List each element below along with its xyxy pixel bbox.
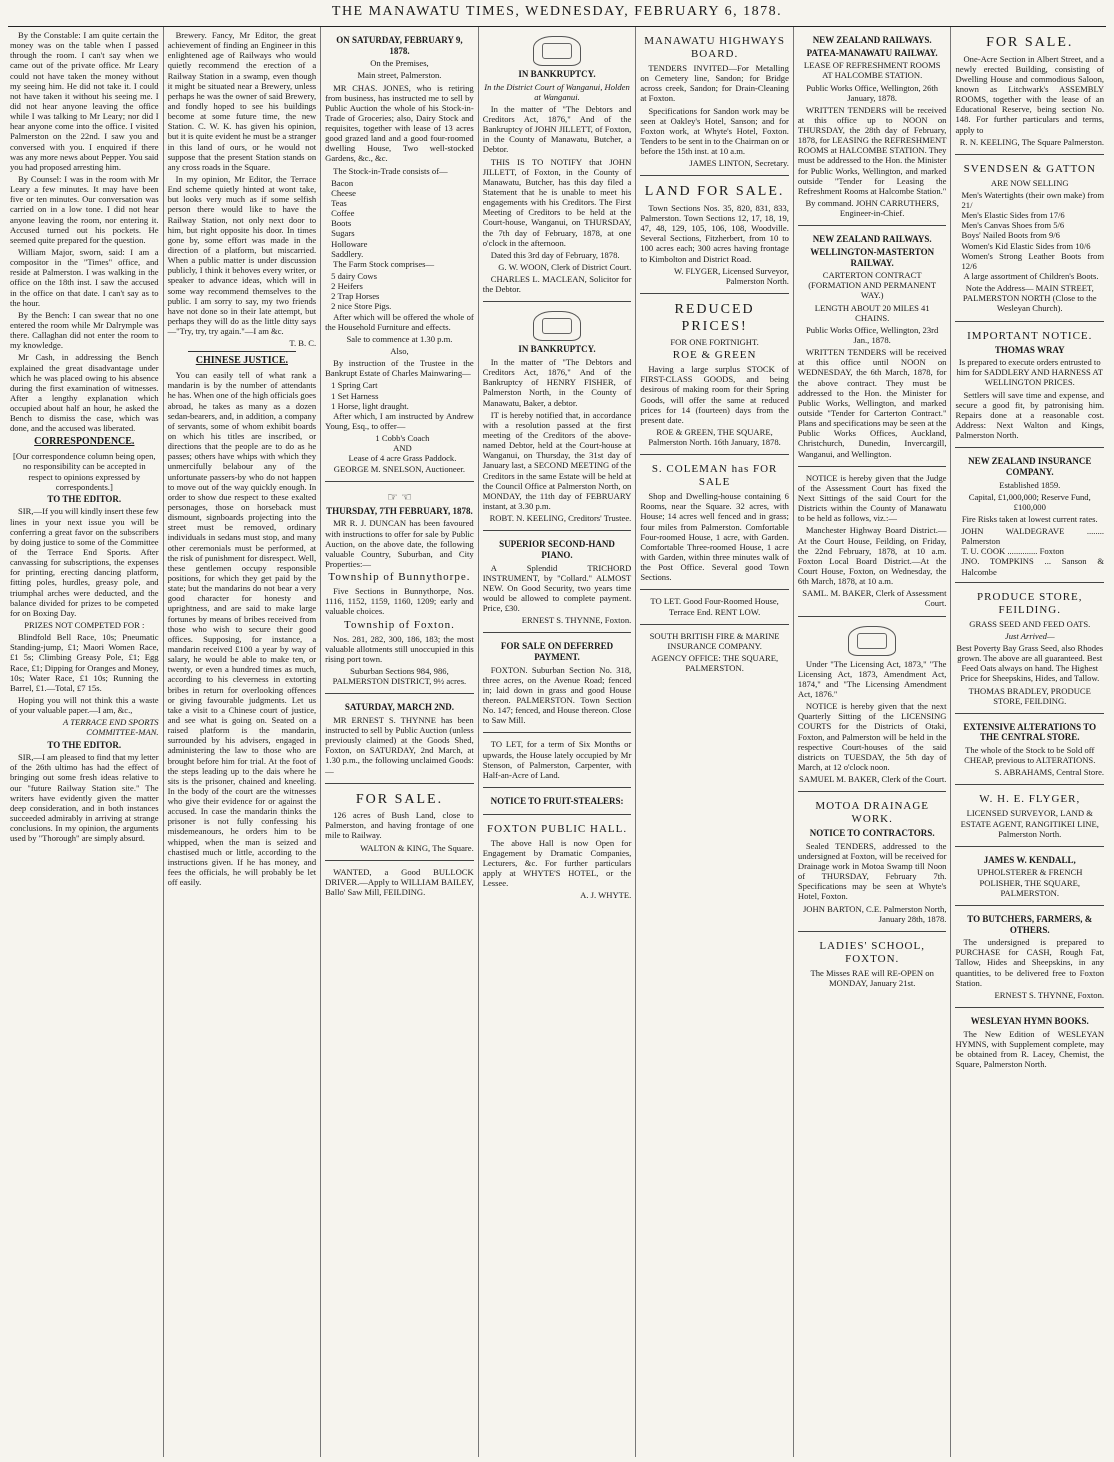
ad-body: UPHOLSTERER & FRENCH POLISHER, THE SQUARE, PALMERSTON.: [976, 867, 1083, 898]
ad-heading: LAND FOR SALE.: [644, 184, 785, 200]
ad-heading: PRODUCE STORE, FEILDING.: [977, 590, 1083, 616]
column-6: [794, 27, 952, 1457]
ad-heading: LADIES' SCHOOL, FOXTON.: [819, 939, 925, 965]
letter-signature: T. B. C.: [289, 338, 317, 349]
ad-subheading: Township of Bunnythorpe.: [328, 571, 471, 584]
ad-signature: JOHN BARTON, C.E. Palmerston North, January 28th, 1878.: [802, 903, 947, 924]
ad-heading: FOR SALE ON DEFERRED PAYMENT.: [500, 641, 614, 662]
ad-line: ARE NOW SELLING: [990, 177, 1069, 188]
public-hall-ad: [483, 818, 632, 908]
article-text: Mr Cash, in addressing the Bench explained the great disadvantage under which he was placed owing to his absence during the first examination of witnesses. After a lengthy explanation which occupied about half an hour, he asked the Bench to dismiss the case, which was done, and the accused was liberated.: [10, 352, 159, 434]
ad-heading: S. COLEMAN has FOR SALE: [651, 463, 778, 489]
ad-line: Also,: [390, 346, 409, 357]
royal-crest-icon: [848, 626, 896, 656]
prizes-heading: PRIZES NOT COMPETED FOR :: [24, 620, 145, 630]
nz-insurance-ad: [955, 451, 1104, 582]
list-item: Men's Watertights (their own make) from 21/: [961, 189, 1105, 211]
letter-signature: A TERRACE END SPORTS COMMITTEE-MAN.: [63, 717, 159, 738]
ad-signature: R. N. KEELING, The Square Palmerston.: [959, 136, 1105, 147]
ad-body: TENDERS INVITED—For Metalling on Cemetery line, Sandon; for Bridge across creek, Sandon; for Drain-Cleaning at Foxton.: [640, 62, 789, 104]
bankruptcy-notice-fisher: [483, 305, 632, 531]
list-item: 1 Set Harness: [331, 390, 379, 401]
ad-heading: NEW ZEALAND RAILWAYS.: [812, 234, 932, 245]
railways-carterton-ad: [798, 229, 947, 466]
ad-body: TO LET. Good Four-Roomed House, Terrace End. RENT LOW.: [650, 596, 779, 617]
roe-green-ad: [640, 297, 789, 455]
list-item: 5 dairy Cows: [331, 271, 377, 282]
ad-line: Under "The Licensing Act, 1873," "The Licensing Act, 1873, Amendment Act, 1874," and "The Licensing Amendment Act, 1876.": [797, 658, 947, 699]
list-item: Boots: [331, 218, 352, 229]
to-let-terrace-ad: [640, 593, 789, 624]
ad-heading: SUPERIOR SECOND-HAND PIANO.: [499, 539, 615, 560]
ad-subheading: ROE & GREEN: [672, 349, 757, 362]
ad-heading: W. H. E. FLYGER,: [979, 793, 1081, 806]
ad-heading: NOTICE TO FRUIT-STEALERS:: [490, 795, 624, 806]
ad-body: FOXTON. Suburban Section No. 318, three acres, on the Avenue Road; fenced in; laid down in grass and good House thereon. PALMERSTON. Town Section No. 147; fenced, and House thereon. Close to Saw Mill.: [482, 664, 632, 726]
ad-subheading: THOMAS WRAY: [994, 344, 1065, 355]
ad-body: In the matter of "The Debtors and Creditors Act, 1876," And of the Bankruptcy of JOHN JILLETT, of Foxton, in the County of Manawatu, Butcher, a Debtor.: [482, 103, 632, 155]
letter-text: SIR,—If you will kindly insert these few lines in your next issue you will be conferring a great favor on the subscribers by doing justice to some of the Committee of the Terrace End Sports. After canvassing for subscriptions, the expenses for printing, erecting dancing platform, fitting poles, hurdles, greasy pole, and triumphal arches were deducted, and the balance divided for prizes to be competed for on Boxing Day.: [10, 506, 159, 618]
coleman-ad: [640, 458, 789, 590]
highways-board-ad: [640, 30, 789, 176]
wanted-ad: [325, 864, 474, 904]
ad-body: One-Acre Section in Albert Street, and a newly erected Building, consisting of Dwelling House and commodious Saloon, known as Litchwark's ASSEMBLY ROOMS, together with the lease of an Educational Reserve, being section No. 148. For further particulars and terms, apply to: [955, 53, 1105, 135]
ad-heading: EXTENSIVE ALTERATIONS TO THE CENTRAL STORE.: [963, 721, 1097, 743]
land-for-sale-ad: [640, 179, 789, 294]
ad-body: 126 acres of Bush Land, close to Palmerston, and having frontage of one mile to Railway.: [325, 810, 474, 841]
ad-heading: IMPORTANT NOTICE.: [967, 329, 1093, 342]
ad-heading: NEW ZEALAND INSURANCE COMPANY.: [968, 456, 1092, 477]
ad-signature: SAML. M. BAKER, Clerk of Assessment Court.: [802, 588, 947, 609]
ad-heading: ON SATURDAY, FEBRUARY 9, 1878.: [336, 35, 463, 56]
fruit-stealers-notice: [483, 791, 632, 815]
ad-line: On the Premises,: [370, 58, 429, 69]
ad-signature: G. W. WOON, Clerk of District Court.: [498, 262, 632, 272]
insurance-agency-ad: [640, 628, 789, 681]
ad-heading: MOTOA DRAINAGE WORK.: [815, 800, 930, 826]
column-1: [6, 27, 164, 1457]
ad-heading: IN BANKRUPTCY.: [518, 344, 596, 355]
masthead: THE MANAWATU TIMES, WEDNESDAY, FEBRUARY 6, 1878.: [8, 0, 1106, 27]
list-item: Boys' Nailed Boots from 9/6: [961, 230, 1060, 241]
ad-line: Public Works Office, Wellington, 26th January, 1878.: [806, 82, 939, 103]
ad-signature: SAMUEL M. BAKER, Clerk of the Court.: [799, 774, 947, 785]
ad-signature: W. FLYGER, Licensed Surveyor, Palmerston North.: [673, 265, 789, 286]
ad-body: Shop and Dwelling-house containing 6 Rooms, near the Square. 32 acres, with House; 14 acres well fenced and in grass; four miles from Palmerston. Comfortable Four-roomed House, 1 acre, with Garden. Comfortable Three-roomed House, 1 acre with Garden, within three minutes walk of the Post Office. Several good Town Sections.: [640, 491, 789, 583]
deferred-payment-ad: [483, 636, 632, 733]
to-let-ad: [483, 736, 632, 788]
list-item: 1 Horse, light draught.: [331, 400, 409, 411]
list-item: Teas: [331, 198, 347, 209]
list-item: Men's Elastic Sides from 17/6: [961, 210, 1065, 221]
correspondence-heading: CORRESPONDENCE.: [34, 436, 135, 448]
ad-heading: FOXTON PUBLIC HALL.: [486, 822, 628, 835]
editorial-note: [Our correspondence column being open, no responsibility can be accepted in respect to opinions expressed by correspondents.]: [13, 451, 156, 492]
ad-body: Best Poverty Bay Grass Seed, also Rhodes grown. The above are all guaranteed. Best Feed Oats always on hand. The Highest Price for Sheepskins, Hides, and Tallow.: [956, 642, 1104, 684]
list-item: 1 Spring Cart: [331, 380, 378, 391]
for-sale-ad: [325, 787, 474, 861]
ad-line: LENGTH ABOUT 20 MILES 41 CHAINS.: [814, 302, 930, 323]
piano-ad: [483, 534, 632, 633]
ad-line: Dated this 3rd day of February, 1878.: [490, 249, 620, 260]
ad-body: Specifications for Sandon work may be seen at Oakley's Hotel, Sanson; and for Foxton work, at Whyte's Hotel, Foxton. Tenders to be sent in to the Chairman on or before the 15th inst. at 10 a.m.: [640, 105, 789, 157]
ad-body: The Misses RAE will RE-OPEN on MONDAY, January 21st.: [810, 967, 934, 988]
list-item: Women's Strong Leather Boots from 12/6: [961, 250, 1105, 271]
ad-line: A large assortment of Children's Boots.: [963, 271, 1099, 282]
ad-body: Suburban Sections 984, 986, PALMERSTON DISTRICT, 9½ acres.: [332, 665, 467, 687]
kendall-ad: [955, 850, 1104, 906]
ad-body: AGENCY OFFICE: THE SQUARE, PALMERSTON.: [651, 653, 779, 674]
wesleyan-hymn-ad: [955, 1011, 1104, 1076]
list-item: Lease of 4 acre Grass Paddock.: [348, 453, 457, 464]
ad-body: The New Edition of WESLEYAN HYMNS, with Supplement complete, may be obtained from R. Lacey, Chemist, the Square, Palmerston North.: [955, 1028, 1105, 1069]
ad-heading: NEW ZEALAND RAILWAYS.: [812, 35, 932, 45]
after-list: [325, 433, 474, 463]
ad-line: Public Works Office, Wellington, 23rd Jan., 1878.: [806, 324, 939, 345]
ad-heading: SATURDAY, MARCH 2ND.: [344, 702, 455, 713]
column-2: [164, 27, 322, 1457]
ad-body: The undersigned is prepared to PURCHASE for CASH, Rough Fat, Tallow, Hides and Sheepskins, in any quantities, to be delivered free to Foxton Station.: [955, 937, 1105, 988]
ad-line: The Farm Stock comprises—: [333, 258, 435, 269]
ad-line: In the District Court of Wanganui, Holden at Wanganui.: [484, 81, 630, 102]
ad-body: Manchester Highway Board District.—At the Court House, Feilding, on Friday, the 22nd February, 1878, at 10 a.m. Foxton Local Board District.—At the Court House, Foxton, on Wednesday, the 6th March, 1878, at 10 a.m.: [797, 525, 947, 587]
ad-body: Five Sections in Bunnythorpe, Nos. 1116, 1152, 1159, 1160, 1209; early and valuable choices.: [325, 586, 474, 617]
list-item: Holloware: [331, 238, 368, 249]
boots-price-list: [955, 190, 1104, 271]
ad-body: WANTED, a Good BULLOCK DRIVER.—Apply to WILLIAM BAILEY, Ballo' Saw Mill, FEILDING.: [325, 866, 474, 898]
ad-body: Is prepared to execute orders entrusted to him for SADDLERY AND HARNESS AT WELLINGTON PRICES.: [956, 357, 1104, 388]
auction-ad-jones: [325, 30, 474, 482]
ad-body: THIS IS TO NOTIFY that JOHN JILLETT, of Foxton, in the County of Manawatu, Butcher, has this day filed a Statement that he is unable to meet his engagements with his Creditors. The First Meeting of Creditors to be held at the Court-house, Wanganui, on THURSDAY, the 7th day of February, 1878, at one o'clock in the afternoon.: [482, 156, 632, 248]
ad-line: Just Arrived—: [1004, 630, 1055, 641]
list-item: 2 Heifers: [331, 281, 363, 292]
butchers-ad: [955, 909, 1104, 1008]
ad-heading: REDUCED PRICES!: [674, 301, 755, 334]
ad-heading: TO BUTCHERS, FARMERS, & OTHERS.: [967, 913, 1093, 935]
ad-line: After which, I am instructed by Andrew Young, Esq., to offer—: [325, 410, 474, 431]
thomas-wray-ad: [955, 325, 1104, 449]
ad-body: MR CHAS. JONES, who is retiring from business, has instructed me to sell by Public Auction the whole of his Stock-in-Trade of Groceries; also, Dairy Stock and requisites, together with lease of 13 acres good grazed land and a good four-roomed dwelling House, Two well-stocked Gardens, &c., &c.: [325, 82, 474, 164]
flyger-ad: [955, 788, 1104, 846]
list-item: 1 Cobb's Coach: [375, 433, 430, 444]
letter-text: SIR,—I am pleased to find that my letter of the 26th ultimo has had the effect of bringing out some fresh ideas relative to our "future Railway Station site." The writers have evidently given the matter deep consideration, and in both instances succeeded admirably in arriving at strange conclusions. In my opinion, the arguments used by "Thorough" are simply absurd.: [10, 752, 159, 844]
to-editor-heading: TO THE EDITOR.: [47, 739, 122, 750]
ad-subheading: WELLINGTON-MASTERTON RAILWAY.: [810, 246, 935, 268]
drainage-tender-ad: [798, 795, 947, 932]
agents-list: [955, 526, 1104, 577]
ad-body: Nos. 281, 282, 300, 186, 183; the most valuable allotments still unoccupied in this rising port town.: [325, 633, 474, 664]
ad-line: After which will be offered the whole of the Household Furniture and effects.: [325, 311, 474, 332]
ad-body: Town Sections Nos. 35, 820, 831, 833, Palmerston. Town Sections 12, 17, 18, 19, 47, 48, 129, 105, 106, 108, Woodville. Several Sections, Fitzherbert, from 10 to 100 acres each; 300 acres having frontage to Kimbolton and District Road.: [640, 202, 789, 264]
auction-ad-thynne: [325, 697, 474, 783]
ad-signature: JAMES LINTON, Secretary.: [689, 158, 789, 169]
ad-body: NOTICE is hereby given that the next Quarterly Sitting of the LICENSING COURTS for the Districts of Otaki, Foxton, and Palmerston will be held in the respective Court-houses of the said districts on TUESDAY, the 5th day of March, at 12 o'clock noon.: [797, 701, 947, 772]
list-item: JNO. TOMPKINS ... Sanson & Halcombe: [961, 556, 1105, 577]
royal-crest-icon: [533, 311, 581, 341]
list-item: Bacon: [331, 177, 354, 188]
ad-signature: CHARLES L. MACLEAN, Solicitor for the Debtor.: [482, 274, 632, 295]
ad-signature: ERNEST S. THYNNE, Foxton.: [521, 615, 632, 626]
ad-signature: ROE & GREEN, THE SQUARE, Palmerston North. 16th January, 1878.: [648, 426, 781, 448]
article-text: William Major, sworn, said: I am a compositor in the "Times" office, and reside at Palmerston. I was walking in the office on the 18th inst. I saw the accused in the office on that date. I can't say as to the hour.: [10, 246, 159, 308]
ad-heading: FOR SALE.: [355, 791, 444, 807]
prizes-text: Blindfold Bell Race, 10s; Pneumatic Standing-jump, £1; Maori Women Race, £1 5s; Climbing Greasy Pole, £1; Egg Race, £1; Dipping for Oranges and Money, 10s; Water Race, £1 10s; Running the Barrel, £1.—Total, £7 15s.: [10, 632, 159, 693]
column-5: [636, 27, 794, 1457]
ad-body: The whole of the Stock to be Sold off CHEAP, previous to ALTERATIONS.: [964, 745, 1096, 766]
ad-line: Established 1859.: [999, 479, 1061, 490]
ad-body: WRITTEN TENDERS will be received at this office until NOON on WEDNESDAY, the 6th March, 1878, for the above contract. They must be addressed to the Hon. the Minister for Public Works, Wellington, and marked outside "Tender for Carterton Contract." Plans and specifications may be seen at the Public Works Offices, Auckland, Christchurch, Dunedin, Invercargill, Wanganui, and Wellington.: [797, 347, 947, 459]
newspaper-columns: [6, 27, 1108, 1457]
ad-heading: SVENDSEN & GATTON: [963, 162, 1096, 175]
ad-line: Fire Risks taken at lowest current rates.: [961, 513, 1098, 524]
article-text: By the Constable: I am quite certain the money was on the table when I passed through the room. I can't say when we came out of the private office. Mr Leary could not have taken the money without my seeing him. He did not take it. I could not have taken it without his seeing me. I did not hear anyone leaving the office while I was talking to Mr Leary; nor did I hear anyone come into the office. I visited Palmerston on the 22nd. I saw you and conversed with you. I enquired if there was any more news about Pepper. You said you had proposed arresting him.: [10, 30, 159, 172]
list-item: JOHN WALDEGRAVE ........ Palmerston: [961, 526, 1105, 547]
railways-halcombe-ad: [798, 30, 947, 226]
list-item: Men's Canvas Shoes from 5/6: [961, 220, 1065, 231]
list-item: 2 nice Store Pigs.: [331, 301, 392, 312]
ad-heading: IN BANKRUPTCY.: [518, 69, 596, 79]
ad-heading: MANAWATU HIGHWAYS BOARD.: [644, 35, 785, 60]
to-editor-heading: TO THE EDITOR.: [47, 493, 122, 504]
ladies-school-ad: [798, 935, 947, 995]
ad-heading: FOR SALE.: [986, 35, 1074, 50]
ad-body: Settlers will save time and expense, and secure a good fit, by patronising him. Repairs done at a reasonable cost. Address: Next Walton and Kings, Palmerston North.: [955, 389, 1105, 441]
ad-body: LICENSED SURVEYOR, LAND & ESTATE AGENT, RANGITIKEI LINE, Palmerston North.: [960, 808, 1099, 839]
ad-signature: ERNEST S. THYNNE, Foxton.: [994, 989, 1105, 1000]
royal-crest-icon: [533, 36, 581, 66]
ad-subheading: NOTICE TO CONTRACTORS.: [809, 828, 935, 839]
ad-body: In the matter of "The Debtors and Creditors Act, 1876," And of the Bankruptcy of HENRY FISHER, of Palmerston North, in the County of Manawatu, Baker, a debtor.: [482, 357, 632, 408]
ad-signature: WALTON & KING, The Square.: [360, 842, 474, 853]
list-item: AND: [393, 443, 412, 454]
ad-line: Capital, £1,000,000; Reserve Fund, £100,000: [968, 491, 1091, 512]
ad-body: A Splendid TRICHORD INSTRUMENT, by "Collard." ALMOST NEW. On Good Security, two years time would be allowed to complete payment. Price, £30.: [482, 562, 632, 614]
divider: [188, 351, 297, 352]
ad-signature: ROBT. N. KEELING, Creditors' Trustee.: [489, 513, 632, 524]
list-item: 2 Trap Horses: [331, 291, 380, 302]
list-item: Coffee: [331, 208, 355, 219]
ad-body: Sealed TENDERS, addressed to the undersigned at Foxton, will be received for Drainage work in Motoa Swamp till Noon of THURSDAY, February 7th. Specifications may be seen at Whyte's Hotel, Foxton.: [797, 840, 947, 902]
farm-list: [325, 271, 474, 312]
column-3: [321, 27, 479, 1457]
ad-body: MR R. J. DUNCAN has been favoured with instructions to offer for sale by Public Auction, on the above date, the following valuable Country, Suburban, and City Properties:—: [325, 518, 474, 570]
article-text: In my opinion, Mr Editor, the Terrace End scheme quietly hinted at wont take, but looks very much as if some selfish person there would like to have the Railway Station, not only next door to him, but right opposite his door. In times gone by, some effort was made in the direction of a platform, but miscarried. When a public matter is under discussion publicly, I think it behoves every writer, or speaker to advance ideas, which will in some way recommend themselves to the public. I am sorry to say, my two friends have not done so in their late attempt, but perhaps they will do as the little ditty says—"Try, try, try again."—I am &c.: [167, 173, 317, 337]
article-text: You can easily tell of what rank a mandarin is by the number of attendants he has. When one of the high officials goes abroad, he takes as many as a dozen sedan-bearers, and, in addition, a company of servants, some of whom exhibit boards on which his titles are inscribed, or directions that the people are to do as he passes; others have whips with which they unmercifully belabour any of the unfortunate passers-by who do not happen to move out of the way quickly enough. In order to show due respect to these exalted personages, those on horseback must dismount, signboards projecting into the street must be removed, ordinary individuals in sedans must stop, and many other ceremonials must be performed, at the risk of punishment for disrespect. Well, these gentlemen occupy responsible positions, for which they get paid by the state; but the mandarins do not bear a very good character for honesty and uprightness, and are said to make large fortunes by means of bribes received from those who wish to secure their good offices. Supposing, for instance, a mandarin received £100 a year by way of salary, he would be able to make ten, or twenty, or even a hundred times as much, according to his cleverness in extorting bribes in return for overlooking offences or giving favourable judgments. Let us take a visit to a Chinese court of justice, and see what is going on. Seated on a raised platform is the mandarin, surrounded by his advisers, engaged in administering the law to those who are brought before him for trial. At the foot of the steps leading up to the dais where he sits is the prisoner, chained and kneeling. In the body of the court are the witnesses who give their evidence for or against the accused. In case the mandarin thinks the prisoner is not fully confessing his misdemeanours, he orders him to be whipped, when the man is seized and chastised much or little, according to the instructions given. If he has money, and fees the officials, he will probably be let off easily.: [167, 370, 317, 888]
ad-signature: A. J. WHYTE.: [580, 890, 632, 901]
ad-line: Sale to commence at 1.30 p.m.: [346, 333, 453, 344]
ad-subheading: Township of Foxton.: [344, 618, 455, 631]
ad-heading: JAMES W. KENDALL,: [983, 854, 1076, 865]
ad-body: IT is hereby notified that, in accordance with a resolution passed at the first meeting of the Creditors of the above-named Debtor, held at the Court-house at Wanganui, on Thursday, the 31st day of January last, a SECOND MEETING of the Creditors in the same Estate will be held at the Council Office at Palmerston North, on MONDAY, the 11th day of FEBRUARY instant, at 3.30 p.m.: [482, 409, 632, 511]
list-item: Women's Kid Elastic Sides from 10/6: [961, 240, 1091, 251]
produce-store-ad: [955, 586, 1104, 714]
article-text: By the Bench: I can swear that no one entered the room while Mr Dalrymple was there. Callaghan did not enter the room to my knowledge.: [10, 309, 159, 351]
ad-line: CARTERTON CONTRACT (FORMATION AND PERMANENT WAY.): [808, 270, 937, 301]
list-item: Cheese: [331, 187, 356, 198]
ad-body: NOTICE is hereby given that the Judge of the Assessment Court has fixed the Next Sittings of the said Court for the Districts within the County of Manawatu to be held as follows, viz.:—: [797, 472, 947, 524]
list-item: T. U. COOK .............. Foxton: [961, 546, 1064, 557]
ad-body: The above Hall is now Open for Engagement by Dramatic Companies, Lecturers, &c. For further particulars apply at WHYTE'S HOTEL, or the Lessee.: [482, 837, 632, 889]
column-4: [479, 27, 637, 1457]
ad-signature: GEORGE M. SNELSON, Auctioneer.: [333, 463, 466, 474]
article-text: By Counsel: I was in the room with Mr Leary a few minutes. It may have been five or ten minutes. Our conversation was carried on in a low tone. I did not hear anyone leaving the room, nor entering it. Accused turned out his pockets. He seemed quite prepared for the question.: [10, 173, 159, 245]
ad-signature: By command. JOHN CARRUTHERS, Engineer-in-Chief.: [805, 198, 939, 219]
ad-line: LEASE OF REFRESHMENT ROOMS AT HALCOMBE STATION.: [803, 60, 941, 81]
ad-signature: S. ABRAHAMS, Central Store.: [994, 767, 1105, 778]
ad-line: FOR ONE FORTNIGHT.: [670, 337, 759, 348]
ad-line: Note the Address— MAIN STREET, PALMERSTON NORTH (Close to the Wesleyan Church).: [962, 283, 1097, 314]
ad-signature: THOMAS BRADLEY, PRODUCE STORE, FEILDING.: [968, 685, 1091, 706]
central-store-ad: [955, 717, 1104, 786]
ad-line: GRASS SEED AND FEED OATS.: [969, 618, 1091, 629]
trustee-list: [325, 380, 474, 410]
pointing-hand-icon: ☞ ☜: [387, 489, 412, 504]
article-text: Brewery. Fancy, Mr Editor, the great achievement of finding an Engineer in this enlightened age of Railways who would quietly recommend the erection of a Railway Station in a swamp, even though it might be situated near a Brewery, unless perhaps he was the owner of said Brewery, and fondly hoped to see his buildings become at some future time, the new Station. C. W. K. has given his opinion, but it is quite evident he must be a stranger in this land of ours, or he would not suppose that the present Station stands on any cross roads in the Square.: [167, 30, 317, 172]
ad-subheading: PATEA-MANAWATU RAILWAY.: [806, 47, 938, 58]
ad-line: By instruction of the Trustee in the Bankrupt Estate of Charles Mainwaring—: [325, 358, 474, 379]
ad-heading: WESLEYAN HYMN BOOKS.: [970, 1015, 1089, 1026]
licensing-notice: [798, 620, 947, 793]
ad-line: The Stock-in-Trade consists of—: [333, 165, 448, 176]
bankruptcy-notice-jillett: [483, 30, 632, 302]
column-7: [951, 27, 1108, 1457]
ad-line: Main street, Palmerston.: [357, 70, 442, 81]
ad-body: Having a large surplus STOCK of FIRST-CLASS GOODS, and being desirous of making room for their Spring Goods, will offer the same at reduced prices for 14 (fourteen) days from the present date.: [640, 364, 789, 425]
for-sale-albert-street-ad: [955, 30, 1104, 155]
ad-heading: THURSDAY, 7TH FEBRUARY, 1878.: [326, 505, 473, 516]
ad-body: WRITTEN TENDERS will be received at this office up to NOON on THURSDAY, the 28th day of February, 1878, for LEASING the REFRESHMENT ROOMS at HALCOMBE STATION. They must be addressed to the Hon. the Minister for Public Works, Wellington, and marked outside "Tender for Leasing the Refreshment Rooms at Halcombe Station.": [797, 104, 947, 196]
ad-body: SOUTH BRITISH FIRE & MARINE INSURANCE COMPANY.: [649, 630, 780, 651]
letter-text: Hoping you will not think this a waste of your valuable paper.—I am, &c.,: [10, 694, 159, 716]
stock-list: [325, 178, 474, 259]
ad-body: TO LET, for a term of Six Months or upwards, the House lately occupied by Mr Stenson, of Palmerston, Carpenter, with Half-an-Acre of Land.: [482, 739, 632, 780]
auction-ad-duncan: [325, 485, 474, 695]
chinese-justice-heading: CHINESE JUSTICE.: [195, 355, 288, 367]
svendsen-gatton-ad: [955, 158, 1104, 322]
ad-body: MR ERNEST S. THYNNE has been instructed to sell by Public Auction (unless previously claimed) at the Goods Shed, Foxton, on SATURDAY, 2nd March, at 1.30 p.m., the following unclaimed Goods:—: [325, 714, 474, 776]
assessment-court-notice: [798, 470, 947, 617]
list-item: Sugars: [331, 228, 355, 239]
list-item: Saddlery.: [331, 248, 364, 259]
